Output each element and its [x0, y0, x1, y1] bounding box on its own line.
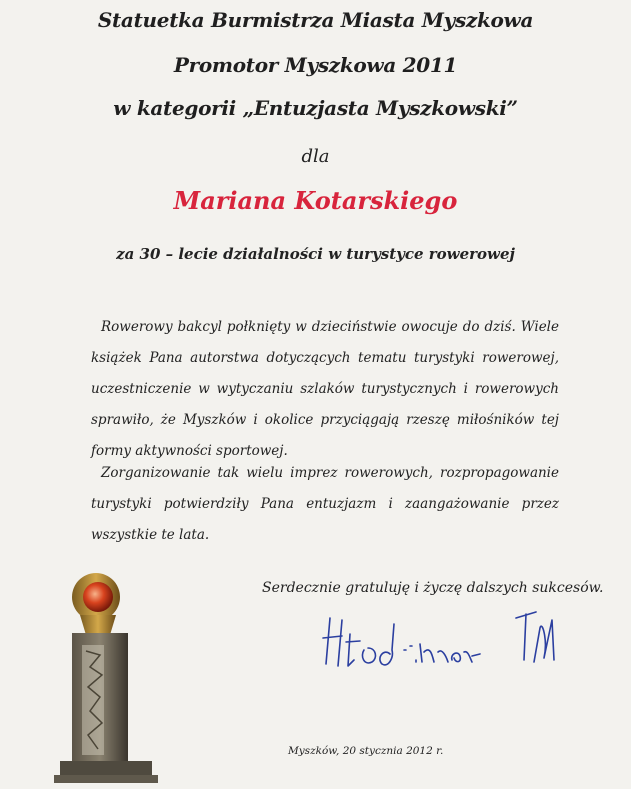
date-line: Myszków, 20 stycznia 2012 r. [288, 745, 444, 757]
body-paragraph-1 [91, 312, 559, 467]
paragraph-1-text: Rowerowy bakcyl połknięty w dzieciństwie owocuje do dziś. Wiele książek Pana autorstwa dotyczących tematu turystyki rowerowej, uczestniczenie w wytyczaniu szlaków turystycznych i rowerowych sprawiło, że Myszków i okolice przyciągają rzeszę miłośników tej formy aktywności sportowej. [91, 319, 559, 459]
award-title: Statuetka Burmistrza Miasta Myszkowa [97, 8, 534, 32]
statuette-image [50, 555, 160, 785]
award-reason: za 30 – lecie działalności w turystyce rowerowej [116, 245, 515, 263]
for-label: dla [301, 146, 330, 167]
body-paragraph-2 [91, 458, 559, 551]
award-category: w kategorii „Entuzjasta Myszkowski” [113, 96, 518, 120]
recipient-name: Mariana Kotarskiego [173, 186, 458, 215]
closing-greeting: Serdecznie gratuluję i życzę dalszych sukcesów. [262, 580, 604, 596]
paragraph-2-text: Zorganizowanie tak wielu imprez rowerowych, rozpropagowanie turystyki potwierdziły Pana entuzjazm i zaangażowanie przez wszystkie te lata. [91, 465, 559, 543]
award-subtitle: Promotor Myszkowa 2011 [173, 53, 458, 77]
handwritten-signature [320, 600, 560, 680]
